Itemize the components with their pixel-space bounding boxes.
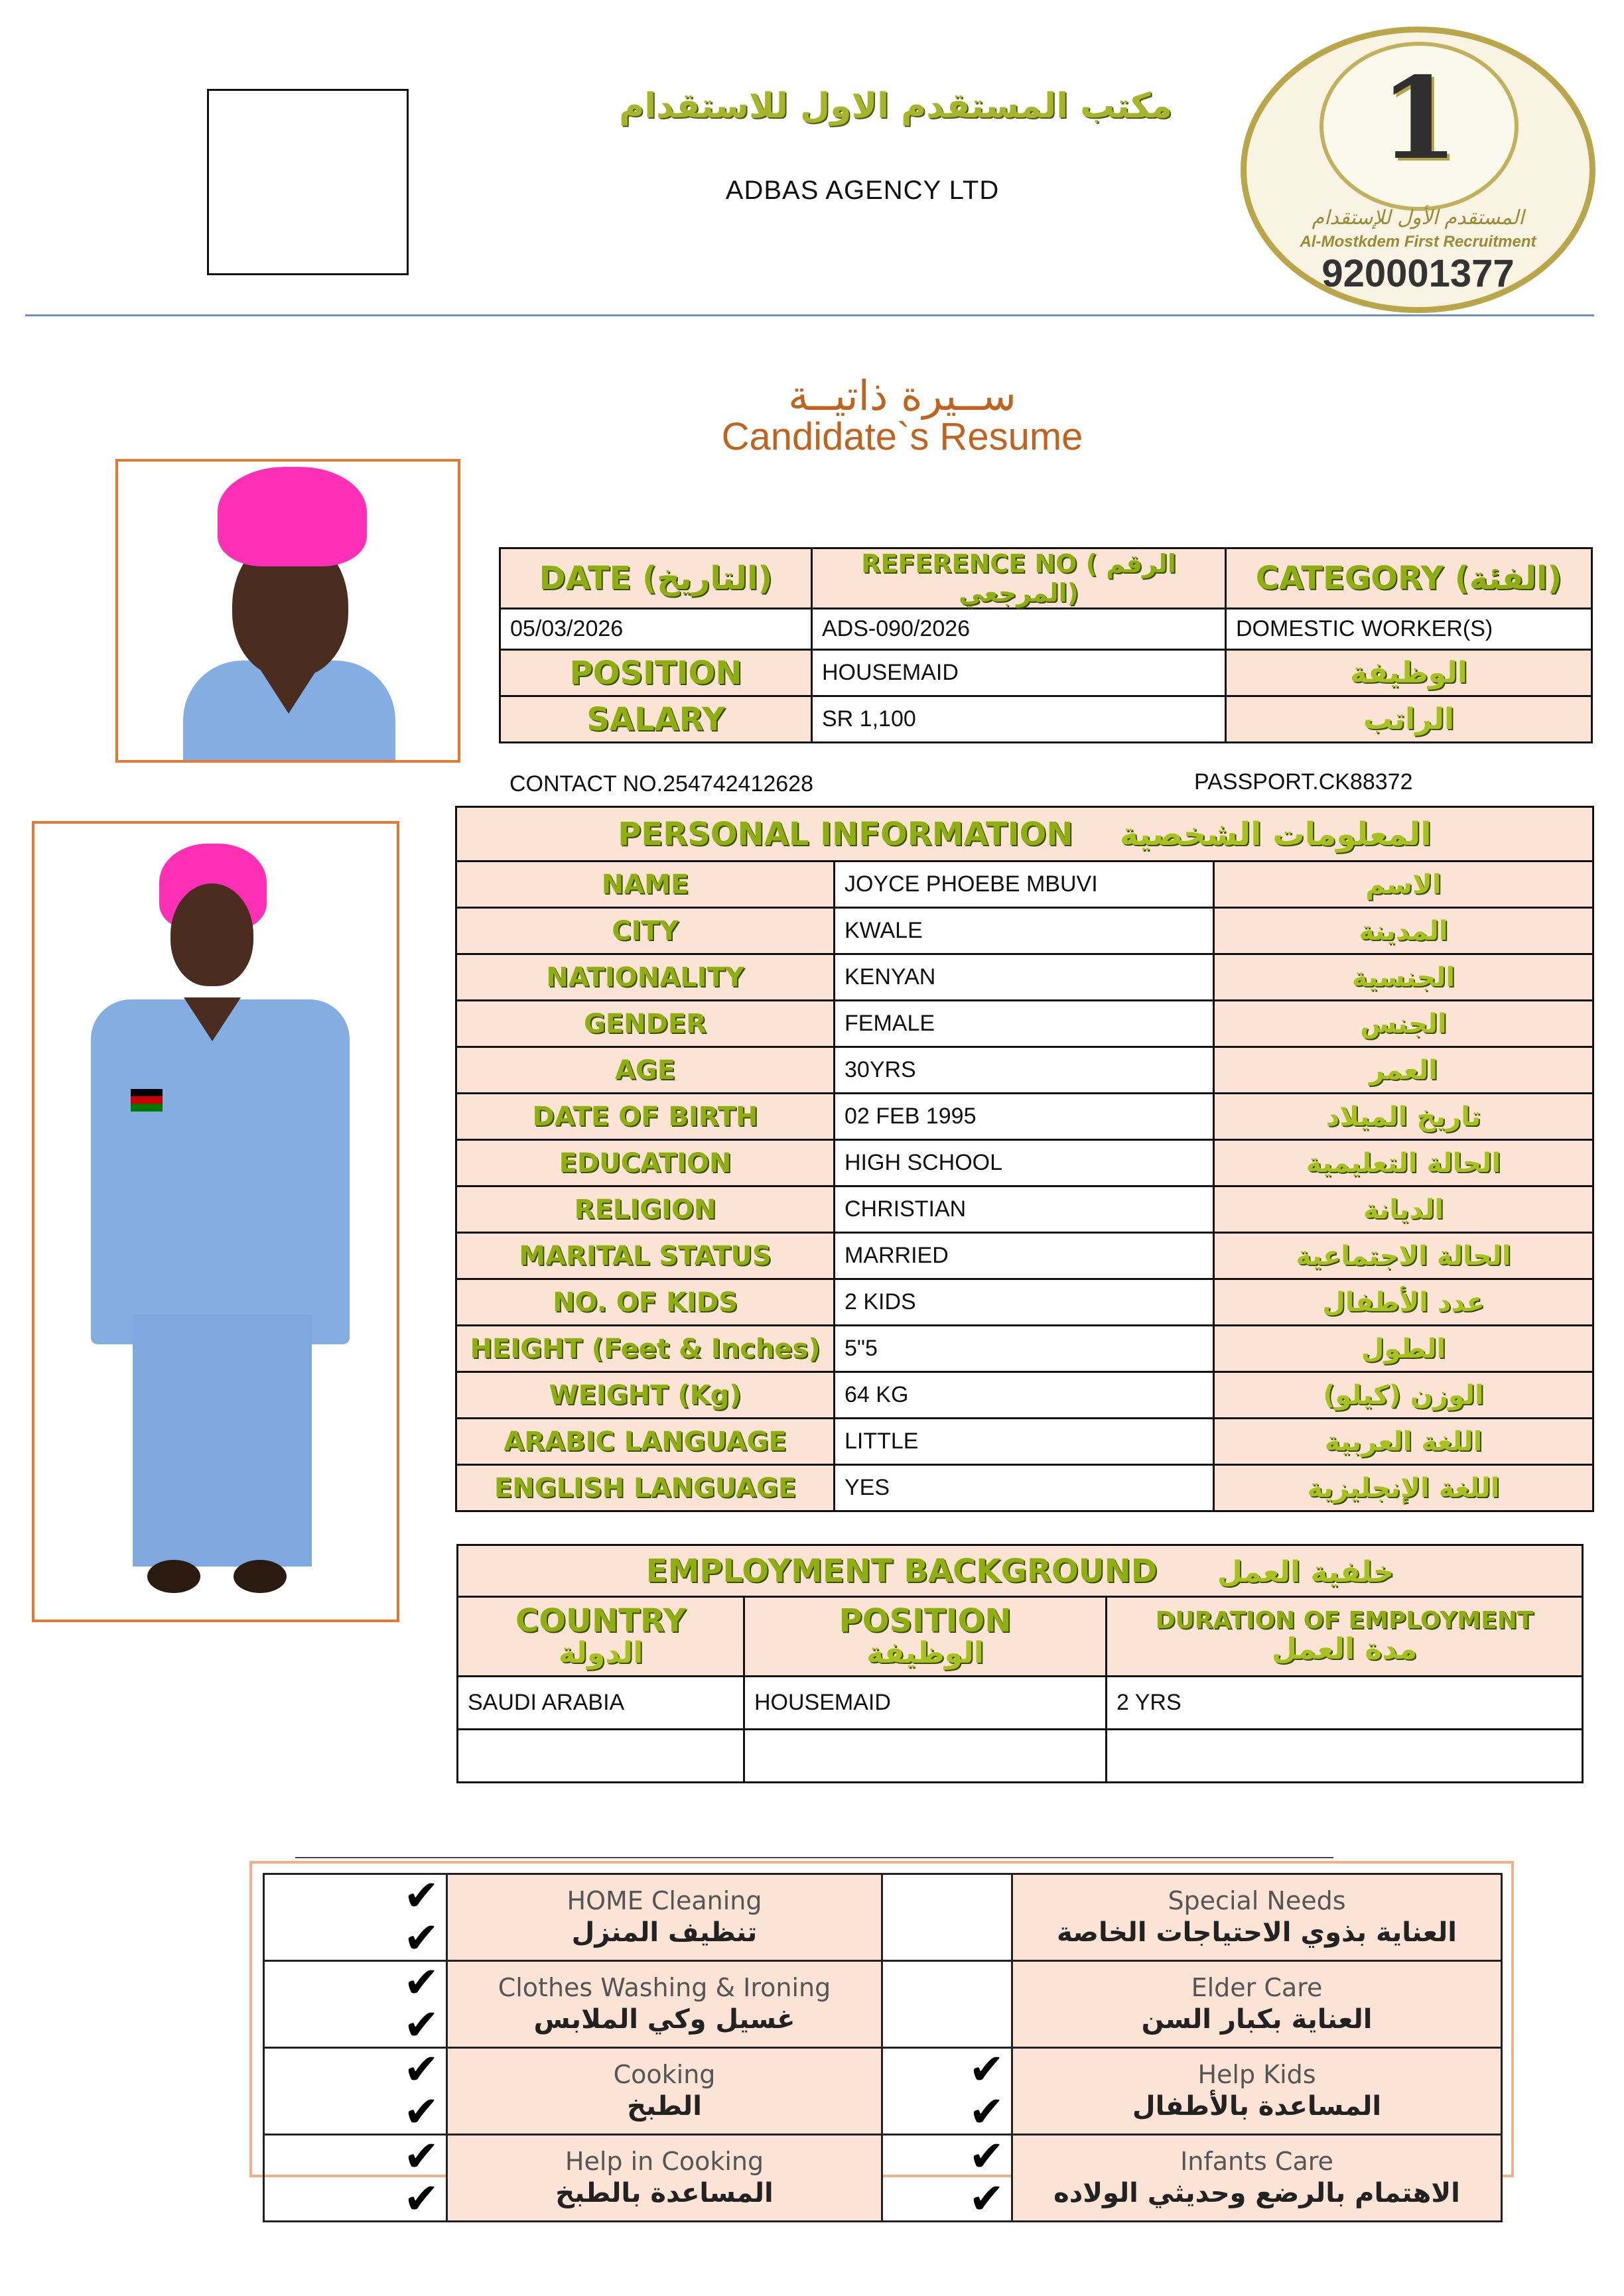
field-value: JOYCE PHOEBE MBUVI (835, 861, 1214, 908)
skill-cell (447, 2048, 882, 2135)
resume-title-english: Candidate`s Resume (721, 415, 1083, 458)
personal-info-row (456, 1186, 1593, 1233)
field-label-arabic: اللغة الإنجليزية (1214, 1465, 1593, 1511)
field-label-arabic: الحالة التعليمية (1214, 1140, 1593, 1186)
salary-label: SALARY (500, 696, 812, 743)
country-header-arabic: الدولة (558, 1635, 643, 1670)
position-label: POSITION (500, 650, 812, 696)
field-value: MARRIED (835, 1233, 1214, 1279)
skill-cell (1012, 2048, 1502, 2135)
field-label-arabic: الطول (1214, 1326, 1593, 1372)
candidate-portrait-photo (115, 459, 460, 763)
employment-row (458, 1730, 1583, 1783)
field-label-arabic: الجنس (1214, 1001, 1593, 1047)
field-label: RELIGION (456, 1186, 835, 1233)
skill-name-english: Cooking (613, 2060, 716, 2090)
office-arabic-title: مكتب المستقدم الاول للاستقدام (619, 86, 1172, 126)
employment-position: HOUSEMAID (744, 1677, 1107, 1730)
personal-info-row (456, 1233, 1593, 1279)
employment-heading-english: EMPLOYMENT BACKGROUND (645, 1552, 1158, 1590)
position-label-arabic: الوظيفة (1226, 650, 1592, 696)
field-value: KENYAN (835, 954, 1214, 1001)
field-value: 64 KG (835, 1372, 1214, 1419)
field-label: AGE (456, 1047, 835, 1094)
field-label: WEIGHT (Kg) (456, 1372, 835, 1419)
reference-label: REFERENCE NO ( الرقم المرجعي) (812, 548, 1226, 609)
skill-row (264, 2048, 1502, 2135)
checkmark-icon: ✔ (403, 1914, 439, 1963)
field-value: 02 FEB 1995 (835, 1094, 1214, 1140)
field-label-arabic: الاسم (1214, 861, 1593, 908)
position-header-english: POSITION (839, 1602, 1012, 1640)
category-value: DOMESTIC WORKER(S) (1226, 609, 1592, 650)
field-value: KWALE (835, 908, 1214, 954)
employment-heading-arabic: خلفية العمل (1217, 1555, 1394, 1589)
personal-info-row (456, 1372, 1593, 1419)
field-label: NATIONALITY (456, 954, 835, 1001)
skill-check-cell (264, 1874, 447, 1961)
personal-info-row (456, 1465, 1593, 1511)
checkmark-icon: ✔ (403, 2132, 439, 2181)
field-value: 30YRS (835, 1047, 1214, 1094)
checkmark-icon: ✔ (969, 2175, 1004, 2224)
employment-row (458, 1677, 1583, 1730)
country-header-english: COUNTRY (515, 1602, 686, 1640)
country-column-header (458, 1597, 744, 1677)
agency-name: ADBAS AGENCY LTD (725, 176, 1000, 205)
field-label-arabic: الحالة الاجتماعية (1214, 1233, 1593, 1279)
skill-cell (447, 1874, 882, 1961)
personal-info-row (456, 908, 1593, 954)
field-label: ENGLISH LANGUAGE (456, 1465, 835, 1511)
skill-name-arabic: تنظيف المنزل (571, 1917, 758, 1948)
skill-cell (447, 2135, 882, 2222)
field-label: MARITAL STATUS (456, 1233, 835, 1279)
personal-info-row (456, 1047, 1593, 1094)
duration-header-english: DURATION OF EMPLOYMENT (1155, 1606, 1534, 1634)
personal-info-row (456, 861, 1593, 908)
personal-info-row (456, 1001, 1593, 1047)
salary-label-arabic: الراتب (1226, 696, 1592, 743)
contact-number: CONTACT NO.254742412628 (509, 771, 813, 797)
checkmark-icon: ✔ (403, 2175, 439, 2224)
field-label-arabic: الجنسية (1214, 954, 1593, 1001)
skills-top-rule (295, 1857, 1333, 1858)
skill-name-english: HOME Cleaning (567, 1886, 762, 1916)
employment-duration: 2 YRS (1107, 1677, 1583, 1730)
field-label: GENDER (456, 1001, 835, 1047)
field-value: 5"5 (835, 1326, 1214, 1372)
skill-name-english: Help in Cooking (565, 2147, 764, 2177)
checkmark-icon: ✔ (403, 1958, 439, 2008)
skill-name-english: Special Needs (1168, 1886, 1346, 1916)
summary-table (499, 547, 1593, 743)
skill-cell (1012, 1961, 1502, 2048)
skill-check-cell (882, 2045, 1012, 2137)
field-value: YES (835, 1465, 1214, 1511)
checkmark-icon: ✔ (969, 2132, 1004, 2181)
skill-name-english: Infants Care (1180, 2147, 1333, 2177)
position-value: HOUSEMAID (812, 650, 1226, 696)
logo-clock-ring (1320, 42, 1519, 211)
personal-info-row (456, 1326, 1593, 1372)
personal-information-table (455, 806, 1594, 1512)
logo-english-text: Al-Mostkdem First Recruitment (1300, 233, 1536, 251)
date-label: DATE (التاريخ) (500, 548, 812, 609)
field-label-arabic: الوزن (كيلو) (1214, 1372, 1593, 1419)
field-value: HIGH SCHOOL (835, 1140, 1214, 1186)
personal-info-heading-english: PERSONAL INFORMATION (618, 815, 1073, 853)
photo-placeholder-box (207, 89, 409, 275)
checkmark-icon: ✔ (403, 2088, 439, 2137)
logo-phone: 920001377 (1321, 252, 1515, 295)
skill-name-arabic: غسيل وكي الملابس (533, 2004, 795, 2035)
skill-name-english: Help Kids (1197, 2060, 1316, 2090)
field-label: NO. OF KIDS (456, 1279, 835, 1326)
passport-number: PASSPORT.CK88372 (1194, 769, 1413, 795)
duration-column-header (1107, 1597, 1583, 1677)
personal-info-row (456, 954, 1593, 1001)
skill-row (264, 1961, 1502, 2048)
field-label: HEIGHT (Feet & Inches) (456, 1326, 835, 1372)
personal-info-heading-arabic: المعلومات الشخصية (1119, 815, 1432, 853)
skill-check-cell (264, 1958, 447, 2050)
skill-check-cell (882, 2132, 1012, 2224)
category-label: CATEGORY (الفئة) (1226, 548, 1592, 609)
field-value: FEMALE (835, 1001, 1214, 1047)
field-label-arabic: الديانة (1214, 1186, 1593, 1233)
skill-name-arabic: المساعدة بالأطفال (1132, 2090, 1382, 2122)
skill-cell (1012, 1874, 1502, 1961)
employment-duration (1107, 1730, 1583, 1783)
skill-check-cell (264, 2045, 447, 2137)
personal-info-heading (456, 807, 1593, 861)
reference-value: ADS-090/2026 (812, 609, 1226, 650)
skill-name-english: Clothes Washing & Ironing (498, 1973, 831, 2003)
field-label: ARABIC LANGUAGE (456, 1419, 835, 1465)
employment-heading (458, 1545, 1583, 1597)
employment-country: SAUDI ARABIA (458, 1677, 744, 1730)
field-label: NAME (456, 861, 835, 908)
field-label: DATE OF BIRTH (456, 1094, 835, 1140)
field-value: LITTLE (835, 1419, 1214, 1465)
date-value: 05/03/2026 (500, 609, 812, 650)
skill-check-cell (882, 1874, 1012, 1961)
field-value: CHRISTIAN (835, 1186, 1214, 1233)
position-header-arabic: الوظيفة (866, 1635, 984, 1670)
checkmark-icon: ✔ (403, 2045, 439, 2094)
field-label-arabic: اللغة العربية (1214, 1419, 1593, 1465)
skill-name-arabic: العناية بذوي الاحتياجات الخاصة (1057, 1917, 1457, 1948)
skill-name-arabic: المساعدة بالطبخ (555, 2177, 774, 2208)
personal-info-row (456, 1140, 1593, 1186)
salary-value: SR 1,100 (812, 696, 1226, 743)
personal-info-row (456, 1419, 1593, 1465)
field-label-arabic: عدد الأطفال (1214, 1279, 1593, 1326)
employment-position (744, 1730, 1107, 1783)
field-label-arabic: العمر (1214, 1047, 1593, 1094)
logo-numeral: 1 (1379, 52, 1459, 185)
personal-info-row (456, 1094, 1593, 1140)
checkmark-icon: ✔ (403, 1872, 439, 1921)
agency-logo (1241, 27, 1595, 313)
field-value: 2 KIDS (835, 1279, 1214, 1326)
field-label: EDUCATION (456, 1140, 835, 1186)
duration-header-arabic: مدة العمل (1271, 1632, 1418, 1667)
checkmark-icon: ✔ (969, 2045, 1004, 2094)
field-label-arabic: تاريخ الميلاد (1214, 1094, 1593, 1140)
checkmark-icon: ✔ (969, 2088, 1004, 2137)
skill-check-cell (882, 1961, 1012, 2048)
skill-cell (447, 1961, 882, 2048)
skill-row (264, 2135, 1502, 2222)
resume-title-arabic: ســيرة ذاتيــة (788, 371, 1016, 420)
candidate-full-body-photo (32, 821, 399, 1622)
position-column-header (744, 1597, 1107, 1677)
skills-table (263, 1873, 1503, 2222)
skill-check-cell (264, 2132, 447, 2224)
skill-name-arabic: الاهتمام بالرضع وحديثي الولاده (1053, 2177, 1460, 2208)
skill-name-arabic: العناية بكبار السن (1141, 2004, 1373, 2035)
skill-name-english: Elder Care (1191, 1973, 1323, 2003)
checkmark-icon: ✔ (403, 2001, 439, 2050)
logo-arabic-text: المستقدم الأول للإستقدام (1312, 206, 1524, 229)
employment-background-table (456, 1544, 1584, 1783)
field-label: CITY (456, 908, 835, 954)
header-divider (25, 314, 1594, 316)
skill-row (264, 1874, 1502, 1961)
skill-cell (1012, 2135, 1502, 2222)
employment-country (458, 1730, 744, 1783)
field-label-arabic: المدينة (1214, 908, 1593, 954)
personal-info-row (456, 1279, 1593, 1326)
skill-name-arabic: الطبخ (627, 2090, 702, 2122)
